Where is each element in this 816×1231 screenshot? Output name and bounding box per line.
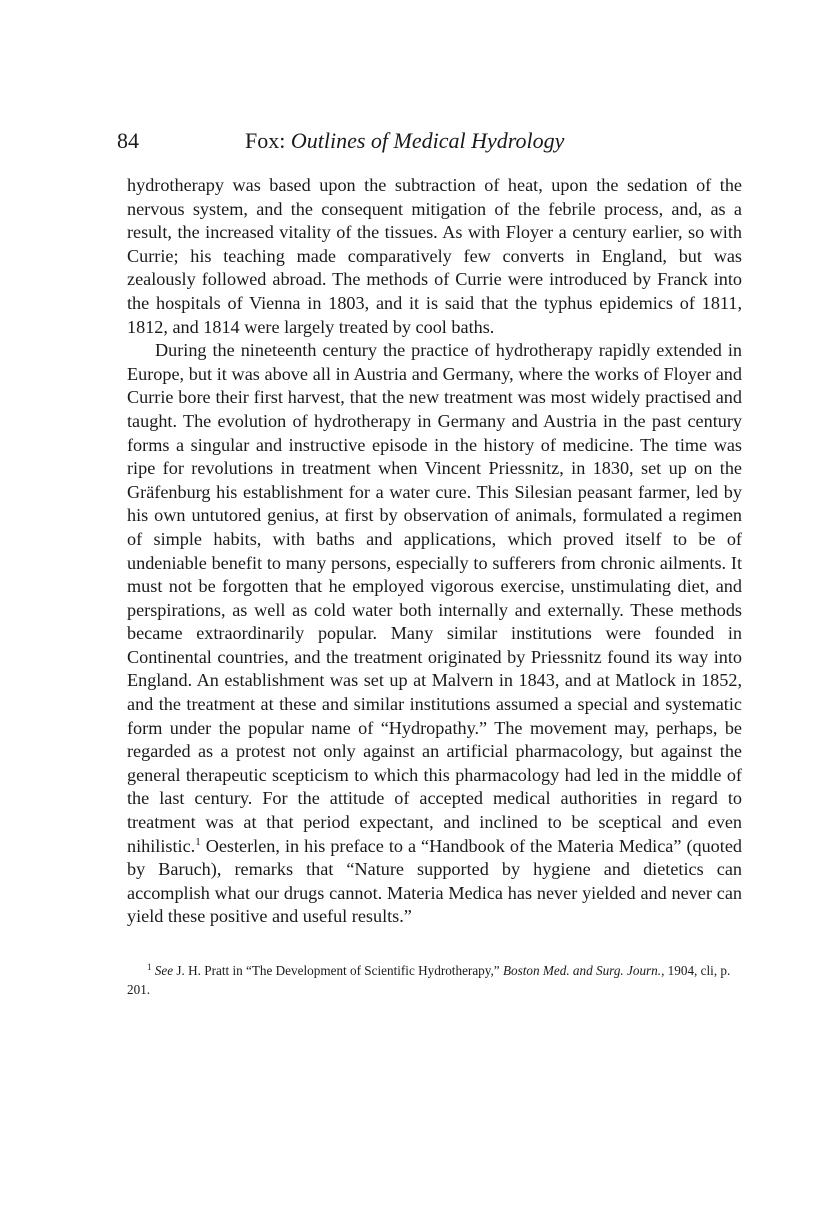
footnote-see: See [154,963,174,978]
author-name: Fox [245,128,280,153]
footnote-reference-text: J. H. Pratt in “The Development of Scientific Hydrotherapy,” [173,963,503,978]
footnote-mark: 1 [147,962,152,972]
footnote-citation-tail: , 1904, cli, p. 201. [127,963,731,997]
footnote [127,961,742,999]
title-separator: : [279,128,291,153]
body-text [127,174,742,929]
footnote-reference[interactable]: 1 [195,835,201,848]
book-title: Outlines of Medical Hydrology [290,128,565,153]
paragraph-text: Oesterlen, in his preface to a “Handbook of the Materia Medica” (quoted by Baruch), remarks that “Nature supported by hygiene and dietetics can accomplish what our drugs cannot. Materia Medica has never yielded and never can yield these positive and useful results.” [127,835,742,927]
page-number: 84 [117,128,139,153]
paragraph [127,339,742,929]
paragraph-text: During the nineteenth century the practice of hydrotherapy rapidly extended in Europe, but it was above all in Austria and Germany, where the works of Floyer and Currie bore their first harvest, that the new treatment was most widely practised and taught. The evolution of hydrotherapy in Germany and Austria in the past century forms a singular and instructive episode in the history of medicine. The time was ripe for revolutions in treatment when Vincent Priessnitz, in 1830, set up on the Gräfenburg his establishment for a water cure. This Silesian peasant farmer, led by his own untutored genius, at first by observation of animals, formulated a regimen of simple habits, with baths and applications, which proved itself to be of undeniable benefit to many persons, especially to sufferers from chronic ailments. It must not be forgotten that he employed vigorous exercise, unstimulating diet, and perspirations, as well as cold water both internally and externally. These methods became extraordinarily popular. Many similar institutions were founded in Continental countries, and the treatment originated by Priessnitz found its way into England. An establishment was set up at Malvern in 1843, and at Matlock in 1852, and the treatment at these and similar institutions assumed a special and systematic form under the popular name of “Hydropathy.” The movement may, perhaps, be regarded as a protest not only against an artificial pharmacology, but against the general therapeutic scepticism to which this pharmacology had led in the middle of the last century. For the attitude of accepted medical authorities in regard to treatment was at that period expectant, and inclined to be sceptical and even nihilistic. [127,340,742,856]
running-header [117,128,742,162]
paragraph: hydrotherapy was based upon the subtraction of heat, upon the sedation of the nervous system, and the consequent mitigation of the febrile process, and, as a result, the increased vitality of the tissues. As with Floyer a century earlier, so with Currie; his teaching made comparatively few converts in England, but was zealously followed abroad. The methods of Currie were introduced by Franck into the hospitals of Vienna in 1803, and it is said that the typhus epidemics of 1811, 1812, and 1814 were largely treated by cool baths. [127,175,742,337]
running-title [245,128,564,154]
footnote-journal: Boston Med. and Surg. Journ. [502,963,662,978]
